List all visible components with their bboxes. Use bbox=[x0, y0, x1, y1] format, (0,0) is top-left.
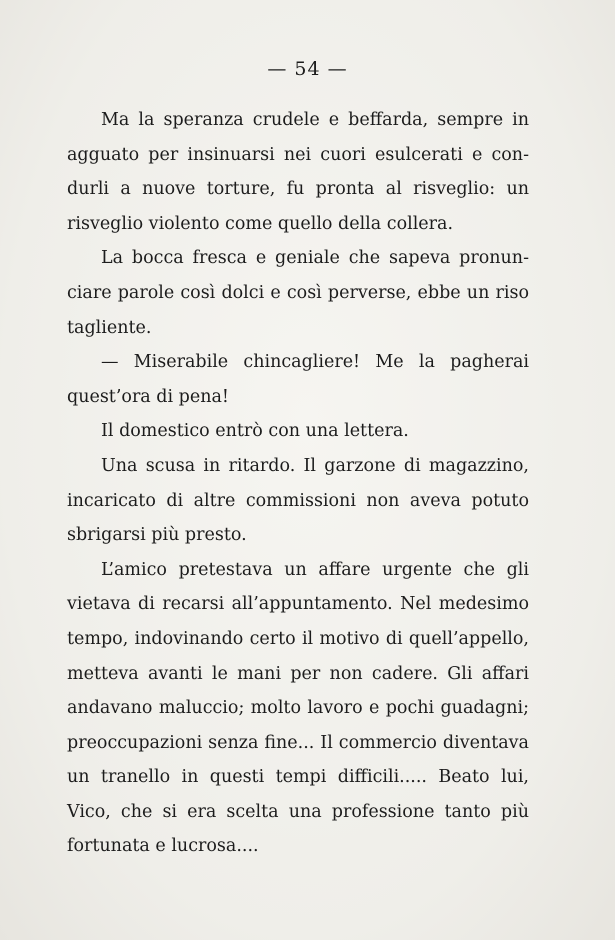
page-number: — 54 — bbox=[267, 58, 348, 80]
paragraph: La bocca fresca e geniale che sapeva pronunciare parole così dolci e così perverse, ebbe un riso tagliente. bbox=[67, 248, 529, 338]
paragraph: Ma la speranza crudele e beffarda, sempre in agguato per insinuarsi nei cuori esulcerati e condurli a nuove torture, fu pronta al risveglio: un risveglio violento come quello della collera. bbox=[67, 110, 529, 234]
paragraph: Il domestico entrò con una lettera. bbox=[101, 421, 409, 442]
dialogue-paragraph: — Miserabile chincagliere! Me la pagherai quest’ora di pena! bbox=[67, 352, 529, 407]
body-text bbox=[67, 103, 529, 864]
paragraph: Una scusa in ritardo. Il garzone di magazzino, incaricato di altre commissioni non aveva potuto sbrigarsi più presto. bbox=[67, 455, 529, 546]
paragraph: L’amico pretestava un affare urgente che gli vietava di recarsi all’appuntamento. Nel medesimo tempo, indovinando certo il motivo di quell’appello, metteva avanti le mani per non cadere. Gli affari andavano maluccio; molto lavoro e pochi guadagni; preoccupazioni senza fine... Il commercio diventava un tranello in questi tempi difficili..... Beato lui, Vico, che si era scelta una professione tanto più fortunata e lucrosa.... bbox=[67, 559, 529, 857]
